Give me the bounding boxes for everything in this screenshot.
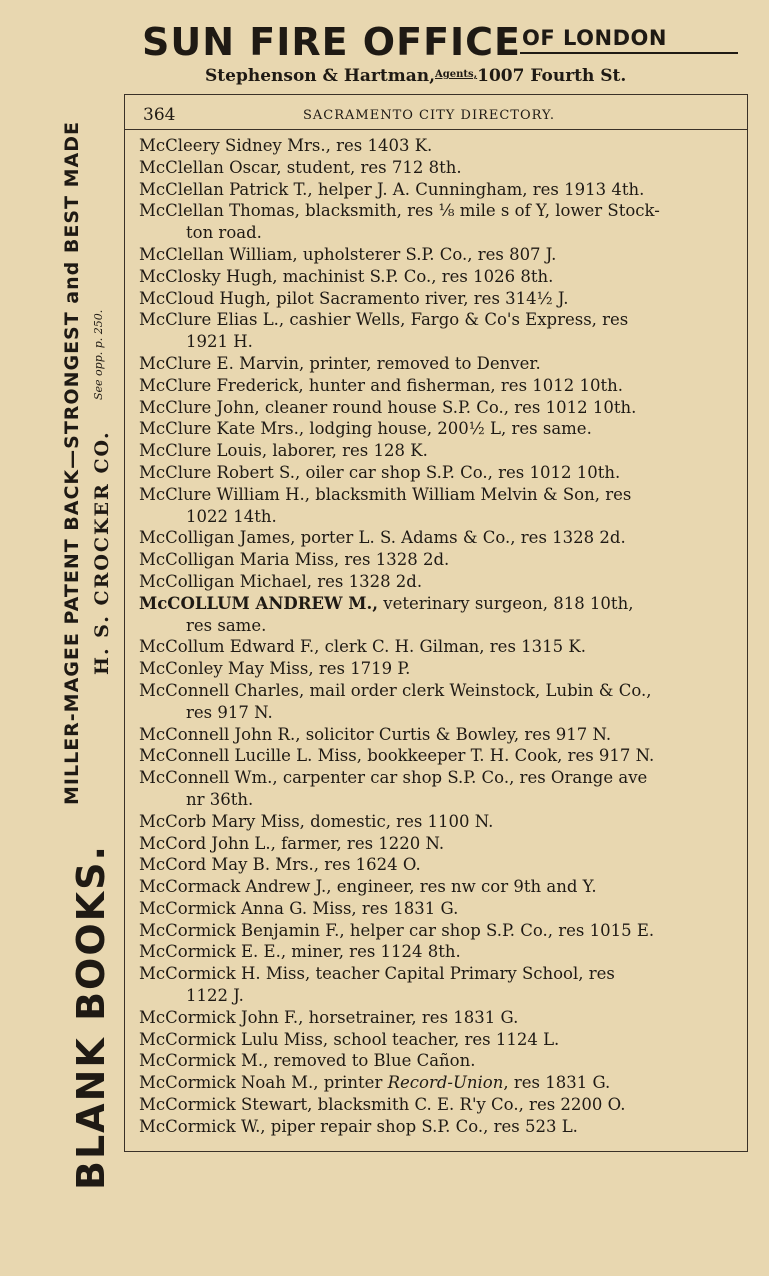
entry-continuation: nr 36th. xyxy=(186,789,254,809)
directory-entry xyxy=(139,353,739,375)
directory-entry xyxy=(139,484,739,528)
entry-text: McClure Kate Mrs., lodging house, 200½ L, res same. xyxy=(139,419,592,439)
running-head xyxy=(125,95,747,130)
entry-text: McConnell Lucille L. Miss, bookkeeper T. H. Cook, res 917 N. xyxy=(139,746,655,766)
entry-text: McCormick John F., horsetrainer, res 1831 G. xyxy=(139,1007,519,1027)
directory-entry xyxy=(139,397,739,419)
entry-text: McClure Louis, laborer, res 128 K. xyxy=(139,441,428,461)
ad-agents-address: 1007 Fourth St. xyxy=(477,66,627,86)
directory-entry xyxy=(139,680,739,724)
directory-entry xyxy=(139,876,739,898)
entry-text: McCord John L., farmer, res 1220 N. xyxy=(139,833,445,853)
entry-text: McCormack Andrew J., engineer, res nw cor 9th and Y. xyxy=(139,877,597,897)
directory-entry xyxy=(139,767,739,811)
entry-text: McCollum Edward F., clerk C. H. Gilman, res 1315 K. xyxy=(139,637,586,657)
ad-title-sub: OF LONDON xyxy=(522,26,667,50)
directory-entry xyxy=(139,854,739,876)
directory-entry xyxy=(139,375,739,397)
entry-text: McCormick H. Miss, teacher Capital Primary School, res xyxy=(139,964,615,984)
entry-text: McCloud Hugh, pilot Sacramento river, res 314½ J. xyxy=(139,288,569,308)
entry-text: McClellan Thomas, blacksmith, res ⅛ mile s of Y, lower Stock- xyxy=(139,201,660,221)
entry-text: McCord May B. Mrs., res 1624 O. xyxy=(139,855,421,875)
entry-text: McCormick Noah M., printer xyxy=(139,1073,388,1093)
directory-entry xyxy=(139,527,739,549)
directory-entry xyxy=(139,200,739,244)
entry-text: McCormick Stewart, blacksmith C. E. R'y Co., res 2200 O. xyxy=(139,1095,626,1115)
entry-text: veterinary surgeon, 818 10th, xyxy=(378,593,634,613)
entry-continuation: 1921 H. xyxy=(186,332,253,352)
entry-text: McClure Frederick, hunter and fisherman, res 1012 10th. xyxy=(139,375,624,395)
directory-entry xyxy=(139,309,739,353)
directory-entry xyxy=(139,724,739,746)
directory-entry xyxy=(139,549,739,571)
directory-entry xyxy=(139,941,739,963)
side-ad-big-text: BLANK BOOKS. xyxy=(69,844,113,1190)
entry-text: McColligan James, porter L. S. Adams & Co., res 1328 2d. xyxy=(139,528,626,548)
directory-entry xyxy=(139,1050,739,1072)
entry-continuation: 1022 14th. xyxy=(186,506,277,526)
entry-text: McClure William H., blacksmith William Melvin & Son, res xyxy=(139,484,632,504)
directory-entry xyxy=(139,266,739,288)
directory-entry xyxy=(139,593,739,637)
directory-entry xyxy=(139,811,739,833)
entry-text: McClure Robert S., oiler car shop S.P. Co., res 1012 10th. xyxy=(139,462,621,482)
directory-entry xyxy=(139,658,739,680)
side-advertisement xyxy=(55,80,125,1190)
entry-text: McCleery Sidney Mrs., res 1403 K. xyxy=(139,136,433,155)
directory-frame xyxy=(124,94,748,1152)
directory-entry xyxy=(139,636,739,658)
directory-entry xyxy=(139,1072,739,1094)
directory-entry xyxy=(139,418,739,440)
directory-entry xyxy=(139,571,739,593)
entry-text: McClosky Hugh, machinist S.P. Co., res 1026 8th. xyxy=(139,266,554,286)
entry-text-after: , res 1831 G. xyxy=(503,1073,611,1093)
directory-entries xyxy=(139,135,739,1138)
entry-text: McConnell Charles, mail order clerk Weinstock, Lubin & Co., xyxy=(139,680,652,700)
page-number: 364 xyxy=(143,105,176,125)
entry-text: McClure Elias L., cashier Wells, Fargo & Co's Express, res xyxy=(139,310,629,330)
entry-text: McConley May Miss, res 1719 P. xyxy=(139,659,411,679)
ad-agents-line xyxy=(205,66,626,86)
directory-entry xyxy=(139,244,739,266)
entry-text: McCormick M., removed to Blue Cañon. xyxy=(139,1051,476,1071)
directory-entry xyxy=(139,1116,739,1138)
entry-text: McConnell Wm., carpenter car shop S.P. Co., res Orange ave xyxy=(139,768,648,788)
directory-entry xyxy=(139,1029,739,1051)
entry-text: McClellan Oscar, student, res 712 8th. xyxy=(139,157,462,177)
entry-text: McCormick Benjamin F., helper car shop S.P. Co., res 1015 E. xyxy=(139,920,655,940)
ad-agents-prefix: Stephenson & Hartman, xyxy=(205,66,435,86)
entry-text: McColligan Maria Miss, res 1328 2d. xyxy=(139,550,450,570)
ad-title-main: SUN FIRE OFFICE xyxy=(142,20,522,64)
entry-text: McColligan Michael, res 1328 2d. xyxy=(139,571,423,591)
entry-text: McCormick Lulu Miss, school teacher, res 1124 L. xyxy=(139,1029,560,1049)
entry-bold-name: McCOLLUM ANDREW M., xyxy=(139,593,379,613)
entry-text: McClellan Patrick T., helper J. A. Cunningham, res 1913 4th. xyxy=(139,179,645,199)
directory-entry xyxy=(139,157,739,179)
entry-text: McConnell John R., solicitor Curtis & Bowley, res 917 N. xyxy=(139,724,612,744)
entry-continuation: ton road. xyxy=(186,223,262,243)
directory-entry xyxy=(139,462,739,484)
entry-continuation: res same. xyxy=(186,615,267,635)
entry-text: McCormick W., piper repair shop S.P. Co., res 523 L. xyxy=(139,1116,578,1136)
entry-text: McCormick E. E., miner, res 1124 8th. xyxy=(139,942,461,962)
directory-entry xyxy=(139,135,739,157)
running-title: SACRAMENTO CITY DIRECTORY. xyxy=(303,108,556,123)
directory-entry xyxy=(139,1094,739,1116)
ad-agents-label: Agents, xyxy=(435,69,478,80)
entry-text: McClure John, cleaner round house S.P. Co., res 1012 10th. xyxy=(139,397,637,417)
directory-entry xyxy=(139,179,739,201)
directory-entry xyxy=(139,745,739,767)
directory-entry xyxy=(139,833,739,855)
ad-title-rule xyxy=(520,52,738,54)
side-ad-line2: H. S. CROCKER CO. xyxy=(91,430,113,675)
directory-entry xyxy=(139,898,739,920)
directory-entry xyxy=(139,963,739,1007)
entry-text: McClure E. Marvin, printer, removed to Denver. xyxy=(139,353,541,373)
entry-continuation: res 917 N. xyxy=(186,702,273,722)
entry-text: McCormick Anna G. Miss, res 1831 G. xyxy=(139,898,459,918)
directory-entry xyxy=(139,440,739,462)
side-ad-note: See opp. p. 250. xyxy=(92,309,105,400)
side-ad-line1: MILLER-MAGEE PATENT BACK—STRONGEST and BEST MADE xyxy=(61,121,83,805)
directory-entry xyxy=(139,920,739,942)
directory-entry xyxy=(139,288,739,310)
entry-text: McCorb Mary Miss, domestic, res 1100 N. xyxy=(139,811,494,831)
entry-italic: Record-Union xyxy=(387,1073,504,1093)
entry-continuation: 1122 J. xyxy=(186,986,244,1006)
entry-text: McClellan William, upholsterer S.P. Co., res 807 J. xyxy=(139,244,557,264)
directory-entry xyxy=(139,1007,739,1029)
